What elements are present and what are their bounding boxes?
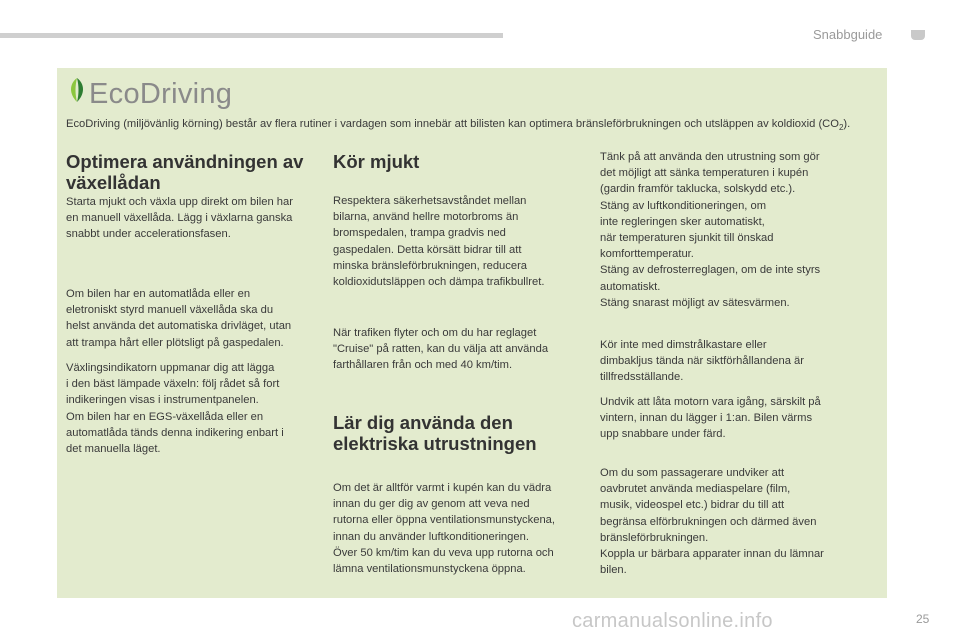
page-title: EcoDriving <box>89 78 233 110</box>
drive-smoothly-paragraph-1: Respektera säkerhetsavståndet mellan bilarna, använd hellre motorbroms än bromspedalen, trampa gradvis ned gaspedalen. Detta körsätt bidrar till att minska bränsleförbrukningen, reducera koldioxidutsläppen och dämpa trafikbullret. <box>333 195 545 289</box>
gearbox-paragraph-2: Om bilen har en automatlåda eller en eletroniskt styrd manuell växellåda ska du helst använda det automatiska drivläget, utan att trampa hårt eller plötsligt på gaspedalen. <box>66 288 292 349</box>
intro-text: EcoDriving (miljövänlig körning) består av flera rutiner i vardagen som innebär att bilisten kan optimera bränsleförbrukningen och utsläppen av koldioxid $(CO_2)$. <box>66 118 851 133</box>
heading-gearbox: Optimera användningen av växellådan <box>66 151 304 193</box>
drive-smoothly-paragraph-2: När trafiken flyter och om du har reglaget "Cruise" på ratten, kan du välja att använda farthållaren från och med 40 km/tim. <box>333 327 549 372</box>
top-progress-bar <box>0 33 503 38</box>
leaf-icon <box>66 76 88 104</box>
heading-electrical-equipment: Lär dig använda den elektriska utrustningen <box>333 412 537 454</box>
fog-lights-paragraph: Kör inte med dimstrålkastare eller dimbakljus tända när siktförhållandena är tillfredsställande. <box>600 339 804 384</box>
footer-watermark: carmanualsonline.info <box>572 610 773 632</box>
idle-engine-paragraph: Undvik att låta motorn vara igång, särskilt på vintern, innan du lägger i 1:an. Bilen värms upp snabbare under färd. <box>600 396 821 441</box>
gearbox-paragraph-1: Starta mjukt och växla upp direkt om bilen har en manuell växellåda. Lägg i växlarna ganska snabbt under accelerationsfasen. <box>66 196 293 241</box>
temperature-paragraph: Tänk på att använda den utrustning som gör det möjligt att sänka temperaturen i kupén (gardin framför taklucka, solskydd etc.). Stäng av luftkonditioneringen, om inte regleringen sker automatiskt, när temperaturen sjunkit till önskad komforttemperatur. Stäng av defrosterreglagen, om de inte styrs automatiskt. Stäng snarast möjligt av sätesvärmen. <box>600 151 821 309</box>
heading-drive-smoothly: Kör mjukt <box>333 151 420 172</box>
co2-subscript: 2 <box>838 123 844 133</box>
corner-tab-mark <box>911 30 925 40</box>
passenger-media-paragraph: Om du som passagerare undviker att oavbrutet använda mediaspelare (film, musik, videospel etc.) bidrar du till att begränsa elförbrukningen och därmed även bränsleförbrukningen. Koppla ur bärbara apparater innan du lämnar bilen. <box>600 467 824 577</box>
electrical-paragraph-1: Om det är alltför varmt i kupén kan du vädra innan du ger dig av genom att veva ned rutorna eller öppna ventilationsmunstyckena, innan du använder luftkonditioneringen. Över 50 km/tim kan du veva upp rutorna och lämna ventilationsmunstyckena öppna. <box>333 482 556 576</box>
section-label: Snabbguide <box>813 27 883 42</box>
gearbox-paragraph-3: Växlingsindikatorn uppmanar dig att lägga i den bäst lämpade växeln: följ rådet så fort indikeringen visas i instrumentpanelen. Om bilen har en EGS-växellåda eller en automatlåda tänds denna indikering enbart i det manuella läget. <box>66 362 284 456</box>
page-number: 25 <box>916 612 930 626</box>
